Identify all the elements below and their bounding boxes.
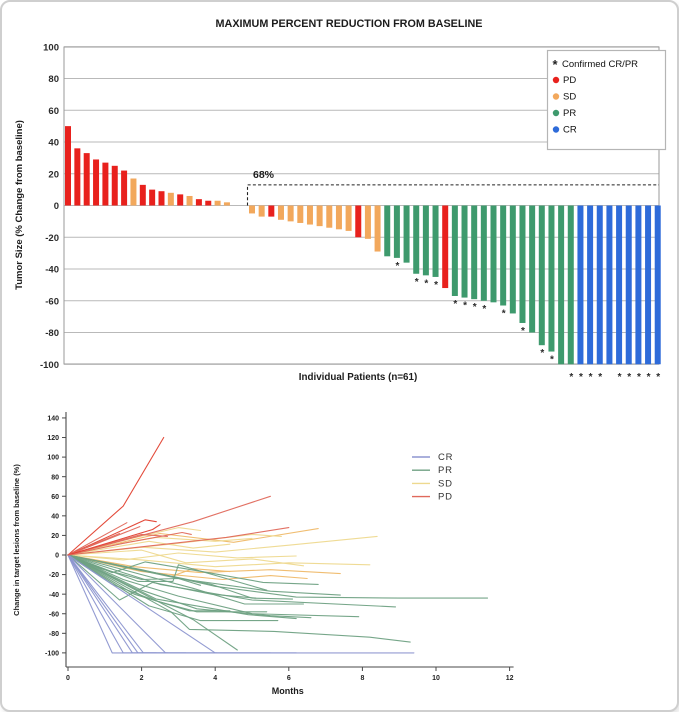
annotation-68pct: 68% [253,168,275,181]
confirmed-star: * [598,372,603,383]
y-tick-label: 40 [48,137,59,149]
y-tick-label: 80 [51,474,59,482]
waterfall-bar [196,199,202,205]
legend-marker [553,110,559,116]
waterfall-bar [548,206,554,352]
waterfall-bar [159,191,165,205]
confirmed-star: * [578,372,583,383]
waterfall-bar [645,206,651,365]
chart-title: MAXIMUM PERCENT REDUCTION FROM BASELINE [215,18,483,30]
waterfall-bar [635,206,641,365]
y-tick-label: -100 [44,650,59,658]
waterfall-bar [278,206,284,220]
y-tick-label: 120 [47,435,59,443]
waterfall-bar [471,206,477,300]
waterfall-bar [597,206,603,365]
legend-confirmed-label: Confirmed CR/PR [562,59,639,70]
trajectory-line-pr [68,555,267,612]
confirmed-star: * [588,372,593,383]
y-tick-label: -20 [45,232,59,244]
confirmed-star: * [636,372,641,383]
confirmed-star: * [501,308,506,320]
waterfall-bar [205,201,211,206]
y-tick-label: -80 [48,630,59,638]
legend-item-label: PR [563,108,577,119]
waterfall-bar [606,206,612,365]
waterfall-bar [187,196,193,206]
confirmed-star: * [521,325,525,337]
trajectory-line-pd [68,438,164,556]
y-tick-label: 100 [43,42,59,54]
x-tick-label: 12 [505,675,514,682]
bottom-legend-label: PR [438,465,453,477]
x-tick-label: 2 [139,675,144,682]
y-tick-label: 0 [55,552,59,560]
waterfall-bar [655,206,661,365]
y-tick-label: -40 [45,264,59,276]
waterfall-bar [355,206,361,238]
legend-item-label: PD [563,75,577,86]
waterfall-bar [130,179,136,206]
y-tick-label: -60 [45,296,59,308]
legend-item-label: SD [563,91,577,103]
x-axis-label: Individual Patients (n=61) [298,372,418,383]
legend-marker [553,77,559,83]
waterfall-bar [404,206,410,263]
confirmed-star: * [424,278,429,290]
y-tick-label: -100 [39,359,59,371]
y-tick-label: 60 [51,493,59,501]
confirmed-star: * [550,354,554,366]
waterfall-bar [336,206,342,230]
waterfall-bar [462,206,468,298]
waterfall-bar [626,206,632,365]
waterfall-bar [452,206,458,296]
waterfall-bar [423,206,429,276]
y-axis-label: Change in target lesions from baseline (%) [12,464,21,616]
y-tick-label: -20 [48,572,59,580]
waterfall-bar [577,206,583,365]
y-tick-label: 140 [47,415,59,423]
waterfall-bar [384,206,390,257]
waterfall-bar [249,206,255,214]
waterfall-bar [288,206,294,222]
waterfall-bar [259,206,265,217]
waterfall-chart [2,2,679,400]
waterfall-bar [500,206,506,306]
waterfall-bar [307,206,313,225]
waterfall-bar [168,193,174,206]
x-tick-label: 4 [213,675,218,682]
waterfall-bar [74,148,80,205]
x-tick-label: 8 [360,675,365,682]
y-tick-label: 40 [51,513,59,521]
confirmed-star: * [482,303,487,315]
waterfall-bar [140,185,146,206]
spider-plot-chart [2,405,679,712]
legend-item-label: CR [563,124,577,136]
confirmed-star: * [646,372,651,383]
legend-marker [553,93,559,99]
confirmed-star: * [569,372,574,383]
waterfall-bar [224,202,230,205]
waterfall-bar [491,206,497,303]
y-axis-label: Tumor Size (% Change from baseline) [14,120,25,290]
y-tick-label: -80 [45,328,59,339]
waterfall-bar [121,171,127,206]
waterfall-bar [297,206,303,223]
x-tick-label: 0 [66,675,70,682]
confirmed-star: * [453,298,458,310]
waterfall-bar [519,206,525,323]
x-tick-label: 6 [286,675,291,682]
waterfall-bar [529,206,535,333]
waterfall-bar [84,153,90,205]
legend-confirmed-symbol: * [552,57,558,72]
trajectory-line-sd [68,553,296,560]
waterfall-bar [442,206,448,289]
waterfall-bar [102,163,108,206]
x-tick-label: 10 [432,675,440,682]
waterfall-bar [375,206,381,252]
waterfall-bar [365,206,371,239]
waterfall-bar [326,206,332,228]
trajectory-line-pr [68,555,410,642]
bottom-legend-label: PD [438,491,453,503]
waterfall-bar [65,126,71,205]
waterfall-bar [177,194,183,205]
annotation-dash-line [248,185,660,206]
waterfall-bar [149,190,155,206]
bottom-legend-label: SD [438,478,453,490]
waterfall-bar [558,206,564,365]
confirmed-star: * [540,348,545,360]
y-tick-label: 100 [47,454,59,462]
y-tick-label: 0 [53,201,59,212]
waterfall-bar [433,206,439,277]
confirmed-star: * [395,260,400,272]
confirmed-star: * [656,372,661,383]
y-tick-label: -60 [48,611,59,619]
confirmed-star: * [472,302,477,314]
waterfall-bar [481,206,487,301]
waterfall-bar [317,206,323,227]
waterfall-bar [93,159,99,205]
waterfall-bar [112,166,118,206]
waterfall-bar [539,206,545,346]
waterfall-bar [346,206,352,231]
y-tick-label: 60 [48,105,59,117]
y-tick-label: 20 [51,533,59,541]
legend-marker [553,126,559,132]
y-tick-label: 80 [48,74,59,85]
waterfall-bar [413,206,419,274]
confirmed-star: * [617,372,622,383]
waterfall-bar [394,206,400,258]
waterfall-bar [587,206,593,365]
waterfall-bar [510,206,516,314]
y-tick-label: -40 [48,591,59,599]
confirmed-star: * [414,276,419,288]
y-tick-label: 20 [48,169,59,181]
waterfall-bar [616,206,622,365]
confirmed-star: * [463,300,467,312]
confirmed-star: * [434,279,438,291]
waterfall-bar [268,206,274,217]
months-label: Months [271,686,304,696]
waterfall-bar [215,201,221,206]
confirmed-star: * [627,372,632,383]
waterfall-bar [568,206,574,365]
bottom-legend-label: CR [438,452,454,463]
